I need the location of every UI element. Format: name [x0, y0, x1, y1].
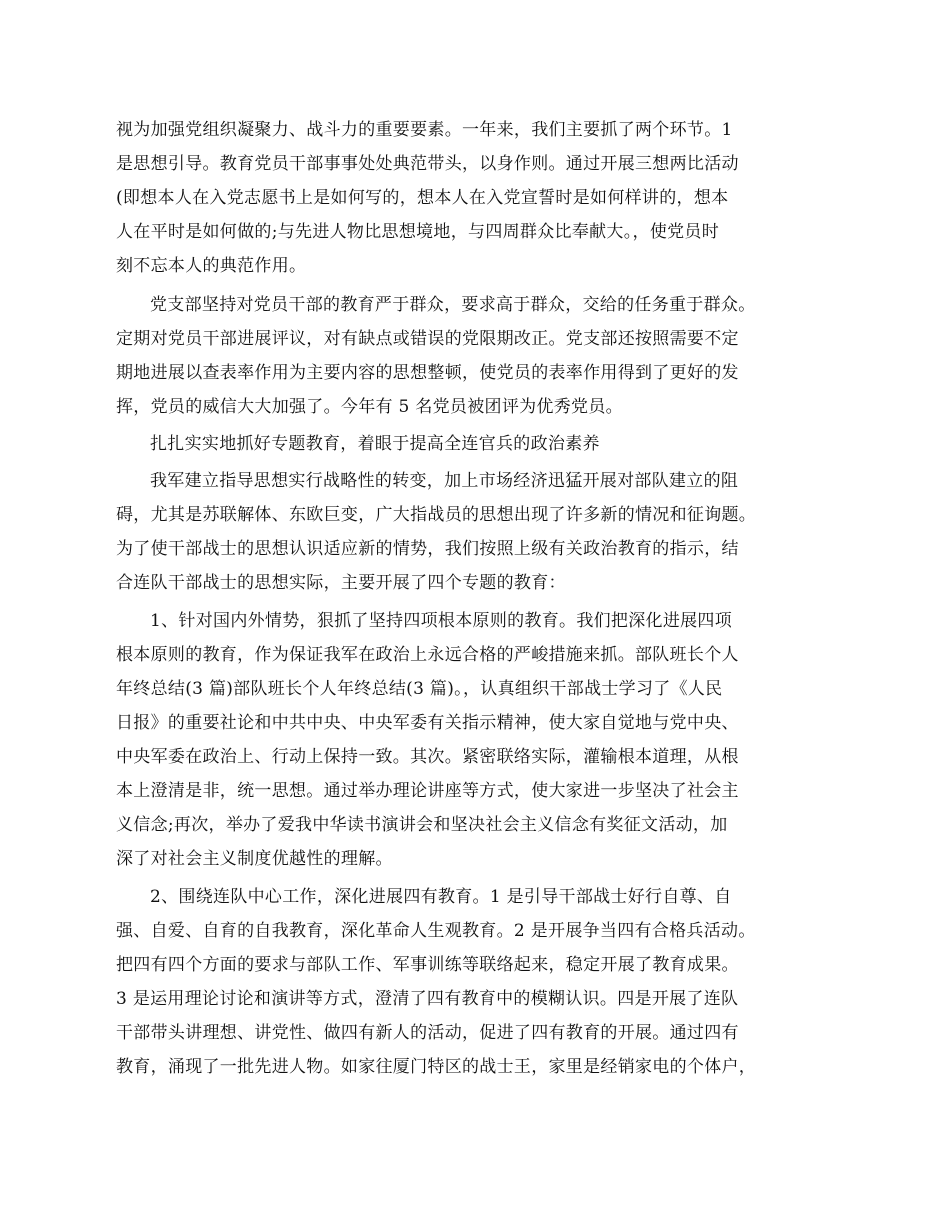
paragraph-first-line: 我军建立指导思想实行战略性的转变，加上市场经济迅猛开展对部队建立的阻 [150, 471, 739, 491]
body-text-line: 根本原则的教育，作为保证我军在政治上永远合格的严峻措施来抓。部队班长个人 [116, 645, 739, 665]
body-text-line: 碍，尤其是苏联解体、东欧巨变，广大指战员的思想出现了许多新的情况和征询题。 [116, 505, 757, 525]
body-text-line: 年终总结(3 篇)部队班长个人年终总结(3 篇)。，认真组织干部战士学习了《人民 [116, 679, 723, 699]
body-text-line: 视为加强党组织凝聚力、战斗力的重要要素。一年来，我们主要抓了两个环节。1 [116, 120, 733, 140]
body-text-line: 把四有四个方面的要求与部队工作、军事训练等联络起来，稳定开展了教育成果。 [116, 955, 739, 975]
body-text-line: 干部带头讲理想、讲党性、做四有新人的活动，促进了四有教育的开展。通过四有 [116, 1023, 739, 1043]
body-text-line: 是思想引导。教育党员干部事事处处典范带头，以身作则。通过开展三想两比活动 [116, 154, 739, 174]
body-text-line: 为了使干部战士的思想认识适应新的情势，我们按照上级有关政治教育的指示，结 [116, 539, 739, 559]
body-text-line: 强、自爱、自育的自我教育，深化革命人生观教育。2 是开展争当四有合格兵活动。 [116, 921, 756, 941]
paragraph-first-line: 2、围绕连队中心工作，深化进展四有教育。1 是引导干部战士好行自尊、自 [150, 887, 732, 907]
body-text-line: 刻不忘本人的典范作用。 [116, 256, 307, 276]
body-text-line: 3 是运用理论讨论和演讲等方式，澄清了四有教育中的模糊认识。四是开展了连队 [116, 989, 739, 1009]
body-text-line: 期地进展以查表率作用为主要内容的思想整顿，使党员的表率作用得到了更好的发 [116, 363, 739, 383]
section-heading: 扎扎实实地抓好专题教育，着眼于提高全连官兵的政治素养 [150, 434, 600, 454]
body-text-line: 义信念;再次，举办了爱我中华读书演讲会和坚决社会主义信念有奖征文活动，加 [116, 815, 728, 835]
body-text-line: 合连队干部战士的思想实际，主要开展了四个专题的教育： [116, 573, 566, 593]
body-text-line: 挥，党员的威信大大加强了。今年有 5 名党员被团评为优秀党员。 [116, 397, 623, 417]
body-text-line: 教育，涌现了一批先进人物。如家往厦门特区的战士王，家里是经销家电的个体户， [116, 1057, 757, 1077]
body-text-line: 本上澄清是非，统一思想。通过举办理论讲座等方式，使大家进一步坚决了社会主 [116, 781, 739, 801]
body-text-line: (即想本人在入党志愿书上是如何写的，想本人在入党宣誓时是如何样讲的，想本 [116, 188, 729, 208]
body-text-line: 深了对社会主义制度优越性的理解。 [116, 849, 393, 869]
body-text-line: 人在平时是如何做的;与先进人物比思想境地，与四周群众比奉献大。，使党员时 [116, 222, 720, 242]
body-text-line: 日报》的重要社论和中共中央、中央军委有关指示精神，使大家自觉地与党中央、 [116, 713, 739, 733]
body-text-line: 中央军委在政治上、行动上保持一致。其次。紧密联络实际，灌输根本道理，从根 [116, 747, 739, 767]
body-text-line: 定期对党员干部进展评议，对有缺点或错误的党限期改正。党支部还按照需要不定 [116, 329, 739, 349]
paragraph-first-line: 1、针对国内外情势，狠抓了坚持四项根本原则的教育。我们把深化进展四项 [150, 611, 733, 631]
paragraph-first-line: 党支部坚持对党员干部的教育严于群众，要求高于群众，交给的任务重于群众。 [150, 295, 756, 315]
